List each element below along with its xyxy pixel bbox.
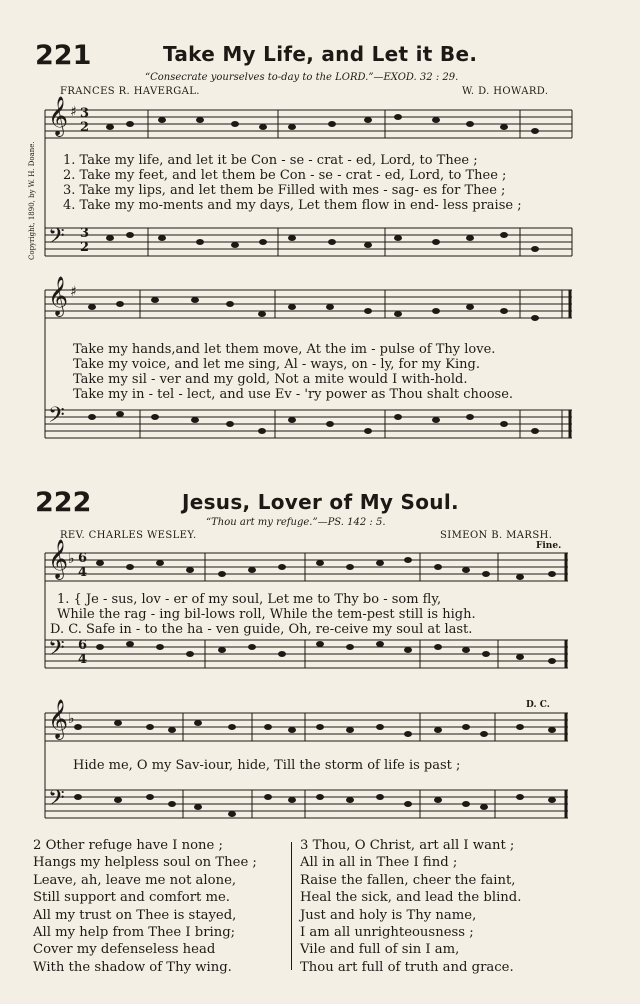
dc-marking: D. C. [526, 700, 550, 710]
time-signature-bottom: 4 [78, 652, 88, 667]
lyric-line-222-2: While the rag - ing bil-lows roll, While the tem-pest still is high. [57, 607, 476, 622]
stanza-line: Leave, ah, leave me not alone, [33, 872, 237, 888]
stanza-line: Vile and full of sin I am, [300, 942, 460, 958]
lyric-line-222-4: Hide me, O my Sav-iour, hide, Till the storm of life is past ; [73, 758, 461, 773]
lyric-line-221-4: 4. Take my mo-ments and my days, Let them flow in end- less praise ; [63, 198, 522, 213]
sharp-icon: ♯ [70, 104, 77, 120]
stanza-line: 2 Other refuge have I none ; [33, 838, 223, 853]
hymn-number-221: 221 [35, 40, 92, 71]
hymn-number-222: 222 [35, 487, 92, 518]
treble-clef-icon: 𝄞 [48, 276, 69, 316]
copyright-notice: Copyright, 1890, by W. H. Doane. [28, 141, 36, 260]
lyric-line-221-3: 3. Take my lips, and let them be Filled with mes - sag- es for Thee ; [63, 183, 506, 198]
hymn-title-221: Take My Life, and Let it Be. [163, 42, 478, 66]
stanza-line: All my help from Thee I bring; [33, 925, 236, 941]
sharp-icon: ♯ [70, 284, 77, 300]
time-signature-bottom: 4 [78, 565, 88, 580]
composer-credit-221: W. D. HOWARD. [462, 86, 549, 97]
hymn-title-222: Jesus, Lover of My Soul. [182, 490, 459, 514]
stanza-line: Thou art full of truth and grace. [300, 959, 514, 975]
stanza-line: Raise the fallen, cheer the faint, [300, 872, 516, 888]
bass-clef-icon: 𝄢 [48, 224, 65, 254]
stanza-line: With the shadow of Thy wing. [33, 959, 232, 975]
hymn-motto-222: “Thou art my refuge.”—PS. 142 : 5. [206, 517, 386, 528]
time-signature-top: 6 [78, 638, 88, 653]
lyric-line-222-3: D. C. Safe in - to the ha - ven guide, Oh, re-ceive my soul at last. [50, 622, 473, 637]
flat-icon: ♭ [68, 711, 75, 727]
stanza-3 [300, 837, 521, 976]
stanza-line: Cover my defenseless head [33, 942, 216, 958]
hymn-motto-221: “Consecrate yourselves to-day to the LORD.”—EXOD. 32 : 29. [145, 72, 459, 83]
stanza-line: I am all unrighteousness ; [300, 925, 474, 941]
time-signature-top: 3 [80, 106, 90, 121]
stanza-line: All in all in Thee I find ; [300, 855, 458, 871]
bass-clef-icon: 𝄢 [48, 403, 65, 433]
stanza-line: All my trust on Thee is stayed, [33, 907, 237, 923]
time-signature-bottom: 2 [80, 240, 90, 255]
bass-clef-icon: 𝄢 [48, 636, 65, 666]
treble-clef-icon: 𝄞 [48, 539, 69, 579]
lyric-line-221-5: Take my hands,and let them move, At the im - pulse of Thy love. [73, 342, 496, 357]
lyric-line-221-6: Take my voice, and let me sing, Al - ways, on - ly, for my King. [73, 357, 480, 372]
lyric-line-221-7: Take my sil - ver and my gold, Not a mite would I with-hold. [73, 372, 468, 387]
lyric-line-221-8: Take my in - tel - lect, and use Ev - 'ry power as Thou shalt choose. [73, 387, 514, 402]
composer-credit-222: SIMEON B. MARSH. [440, 530, 553, 541]
lyric-line-221-1: 1. Take my life, and let it be Con - se - crat - ed, Lord, to Thee ; [63, 153, 478, 168]
time-signature-top: 3 [80, 226, 90, 241]
author-credit-222: REV. CHARLES WESLEY. [60, 530, 197, 541]
lyric-line-222-1: 1. { Je - sus, lov - er of my soul, Let me to Thy bo - som fly, [57, 592, 442, 607]
fine-marking: Fine. [536, 541, 562, 551]
treble-clef-icon: 𝄞 [48, 96, 69, 136]
stanza-line: Hangs my helpless soul on Thee ; [33, 855, 257, 871]
stanza-line: 3 Thou, O Christ, art all I want ; [300, 838, 515, 853]
time-signature-bottom: 2 [80, 120, 90, 135]
bass-clef-icon: 𝄢 [48, 786, 65, 816]
time-signature-top: 6 [78, 551, 88, 566]
stanza-divider [291, 842, 292, 970]
stanza-line: Heal the sick, and lead the blind. [300, 890, 522, 906]
flat-icon: ♭ [68, 551, 75, 567]
author-credit-221: FRANCES R. HAVERGAL. [60, 86, 200, 97]
treble-clef-icon: 𝄞 [48, 699, 69, 739]
stanza-line: Still support and comfort me. [33, 890, 230, 906]
stanza-line: Just and holy is Thy name, [300, 907, 477, 923]
stanza-2 [33, 837, 257, 976]
lyric-line-221-2: 2. Take my feet, and let them be Con - se - crat - ed, Lord, to Thee ; [63, 168, 507, 183]
